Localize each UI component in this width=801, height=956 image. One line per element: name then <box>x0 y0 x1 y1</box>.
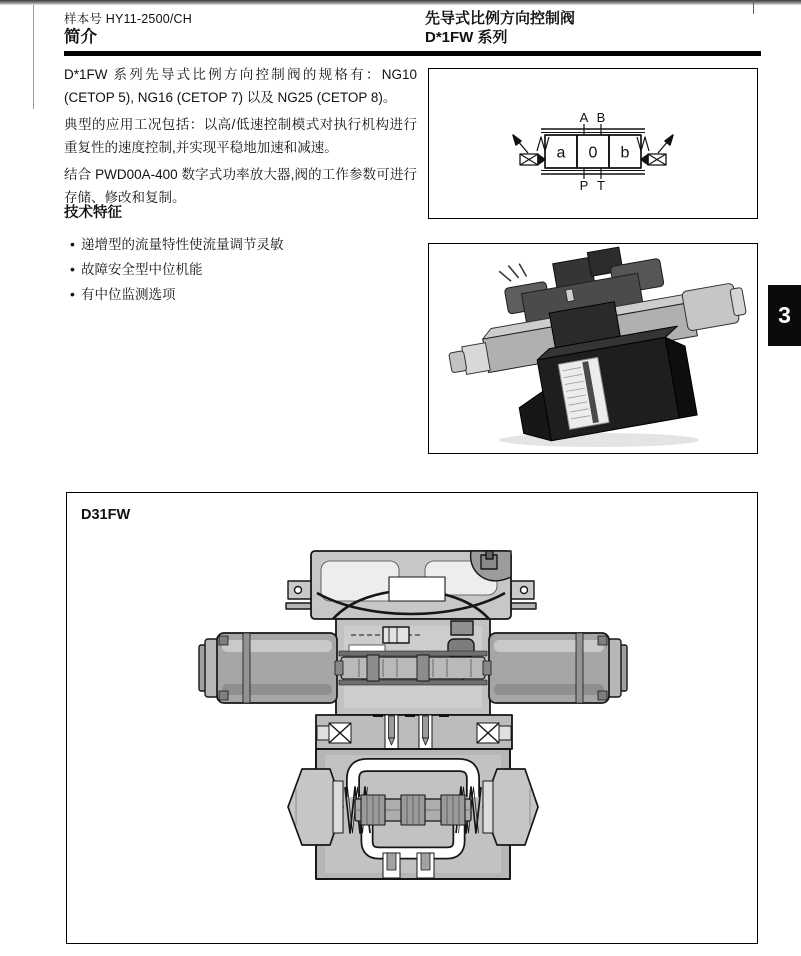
catalog-number: 样本号 HY11-2500/CH <box>64 12 193 26</box>
valve-symbol-drawing <box>429 69 756 217</box>
position-label-left: a <box>556 144 566 162</box>
pilot-spool <box>335 651 491 685</box>
intro-paragraph: 典型的应用工况包括：以高/低速控制模式对执行机构进行重复性的速度控制,并实现平稳地加速和减速。 <box>64 117 417 155</box>
port-label-p: P <box>579 178 589 193</box>
product-photo <box>429 244 756 452</box>
solenoid-symbol-right <box>637 135 673 165</box>
valve-symbol-box <box>428 68 758 219</box>
feature-item <box>64 282 417 307</box>
page-top-scan-edge <box>0 0 801 5</box>
bullet-marker <box>64 232 81 257</box>
bullet-marker <box>64 257 81 282</box>
feature-item <box>64 257 417 282</box>
position-label-right: b <box>620 144 630 162</box>
position-label-center: 0 <box>588 144 598 162</box>
page-section-title: 简介 <box>64 28 97 46</box>
feature-item <box>64 232 417 257</box>
port-label-t: T <box>597 178 605 193</box>
main-stage-body <box>288 749 538 879</box>
feature-text: 有中位监测选项 <box>81 287 176 302</box>
product-series: D*1FW 系列 <box>425 29 508 46</box>
chapter-index-tab <box>768 285 801 346</box>
manifold-plate <box>316 714 512 749</box>
intro-column <box>64 64 417 214</box>
port-label-a: A <box>579 110 589 125</box>
port-label-b: B <box>596 110 606 125</box>
feature-text: 故障安全型中位机能 <box>81 262 203 277</box>
page-left-scan-edge <box>33 5 34 109</box>
product-title: 先导式比例方向控制阀 <box>425 10 576 27</box>
pilot-solenoid-left <box>199 633 337 703</box>
intro-paragraph: D*1FW 系列先导式比例方向控制阀的规格有：NG10 (CETOP 5), NG16 (CETOP 7) 以及 NG25 (CETOP 8)。 <box>64 67 417 105</box>
chapter-number: 3 <box>778 302 791 328</box>
cross-section-label: D31FW <box>81 507 131 523</box>
product-photo-box <box>428 243 758 454</box>
pilot-solenoid-right <box>489 633 627 703</box>
pilot-cover <box>286 551 536 619</box>
header-rule <box>64 51 761 56</box>
cross-section-box <box>66 492 758 944</box>
features-heading: 技术特征 <box>64 205 122 221</box>
intro-paragraph: 结合 PWD00A-400 数字式功率放大器,阀的工作参数可进行存储、修改和复制。 <box>64 167 417 205</box>
cross-section-drawing <box>67 493 756 942</box>
solenoid-symbol-left <box>513 135 549 165</box>
feature-text: 递增型的流量特性使流量调节灵敏 <box>81 237 284 252</box>
features-block <box>64 201 417 307</box>
product-title-block <box>425 9 755 47</box>
bullet-marker <box>64 282 81 307</box>
